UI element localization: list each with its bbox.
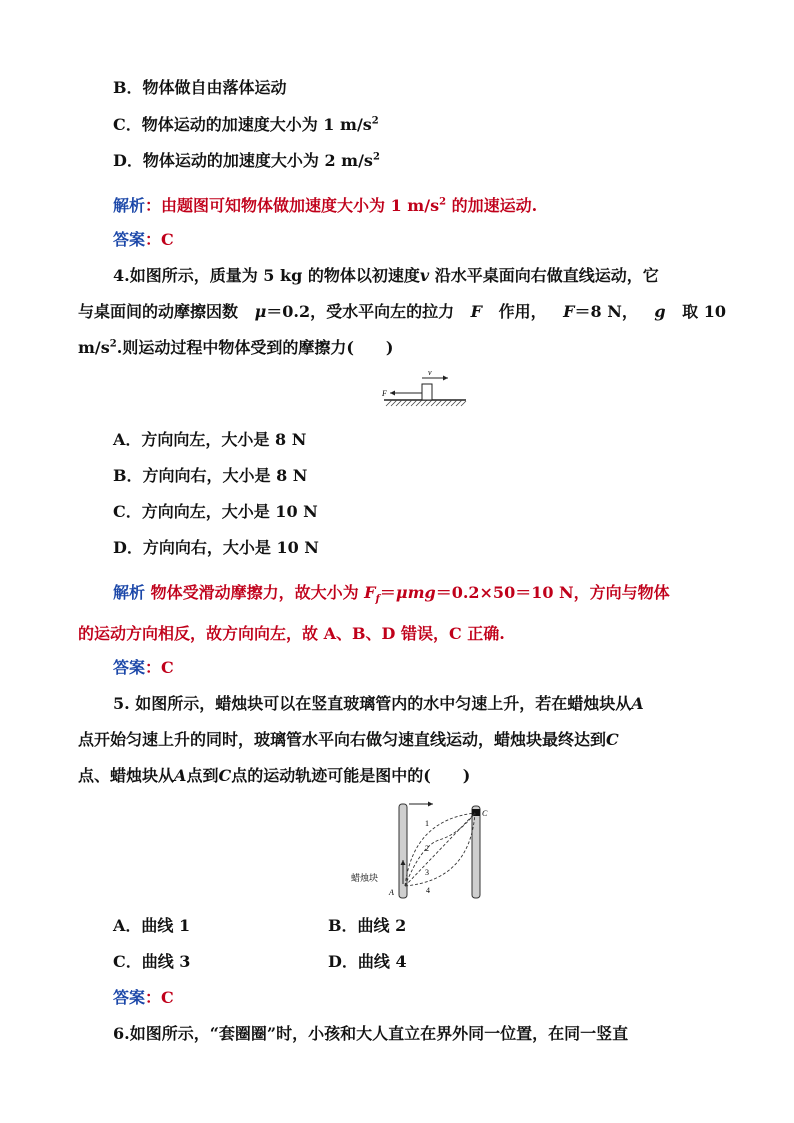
q4-stem-line2: 与桌面间的动摩擦因数 μ＝0.2，受水平向左的拉力 F 作用， F＝8 N， g 取 10 xyxy=(78,302,726,321)
point-C-label: C xyxy=(482,809,488,818)
force-arrow xyxy=(390,391,422,396)
label-v: v xyxy=(428,368,432,377)
analysis-label: 解析 xyxy=(113,196,146,215)
q5-stem-line2: 点开始匀速上升的同时，玻璃管水平向右做匀速直线运动，蜡烛块最终达到C xyxy=(78,730,619,749)
q5-option-b: B．曲线 2 xyxy=(328,916,407,935)
point-A-label: A xyxy=(389,888,394,897)
q5-option-c: C．曲线 3 xyxy=(113,952,191,971)
q4-option-c: C．方向向左，大小是 10 N xyxy=(113,502,318,521)
block xyxy=(422,384,432,400)
curve-label-2: 2 xyxy=(425,844,429,853)
q4-figure xyxy=(370,366,470,410)
q4-option-d: D．方向向右，大小是 10 N xyxy=(113,538,319,557)
q4-stem-line1: 4.如图所示，质量为 5 kg 的物体以初速度v 沿水平桌面向右做直线运动，它 xyxy=(113,266,659,285)
curve-label-1: 1 xyxy=(425,819,429,828)
q5-stem-line1: 5. 如图所示，蜡烛块可以在竖直玻璃管内的水中匀速上升，若在蜡烛块从A xyxy=(113,694,644,713)
q5-option-d: D．曲线 4 xyxy=(328,952,407,971)
curve-label-4: 4 xyxy=(426,886,430,895)
q5-figure xyxy=(335,800,495,900)
table-surface xyxy=(384,400,466,406)
q5-answer: 答案：C xyxy=(113,988,174,1007)
velocity-arrow xyxy=(422,376,448,381)
curve-2 xyxy=(405,813,475,886)
q4-analysis-line2: 的运动方向相反，故方向向左，故 A、B、D 错误，C 正确. xyxy=(78,624,505,643)
q3-option-c: C．物体运动的加速度大小为 1 $m/s^2$ xyxy=(113,115,379,134)
q3-analysis: 解析：由题图可知物体做加速度大小为 1 $m/s^2$ 的加速运动. xyxy=(113,196,538,215)
q4-option-a: A．方向向左，大小是 8 N xyxy=(113,430,307,449)
q3-answer: 答案：C xyxy=(113,230,174,249)
answer-label: 答案 xyxy=(113,230,146,249)
answer-label: 答案 xyxy=(113,658,146,677)
q5-option-a: A．曲线 1 xyxy=(113,916,191,935)
q4-stem-line3: $m/s^2$.则运动过程中物体受到的摩擦力( ) xyxy=(78,338,394,357)
candle-label: 蜡烛块 xyxy=(351,874,379,884)
q4-answer: 答案：C xyxy=(113,658,174,677)
q5-stem-line3: 点、蜡烛块从A点到C点的运动轨迹可能是图中的( ) xyxy=(78,766,471,785)
answer-label: 答案 xyxy=(113,988,146,1007)
analysis-label: 解析 xyxy=(113,583,146,602)
label-F: F xyxy=(382,389,387,398)
q3-option-b: B．物体做自由落体运动 xyxy=(113,78,287,97)
q4-option-b: B．方向向右，大小是 8 N xyxy=(113,466,308,485)
q6-stem-line1: 6.如图所示，“套圈圈”时，小孩和大人直立在界外同一位置，在同一竖直 xyxy=(113,1024,629,1043)
tube-motion-arrow xyxy=(409,802,433,807)
q4-analysis-line1: 解析 物体受滑动摩擦力，故大小为 $F_f=\mu mg=0.2\times 50=10$ N，方向与物体 xyxy=(113,583,670,606)
curve-label-3: 3 xyxy=(425,868,429,877)
right-glass-tube xyxy=(472,806,480,898)
q3-option-d: D．物体运动的加速度大小为 2 $m/s^2$ xyxy=(113,151,380,170)
